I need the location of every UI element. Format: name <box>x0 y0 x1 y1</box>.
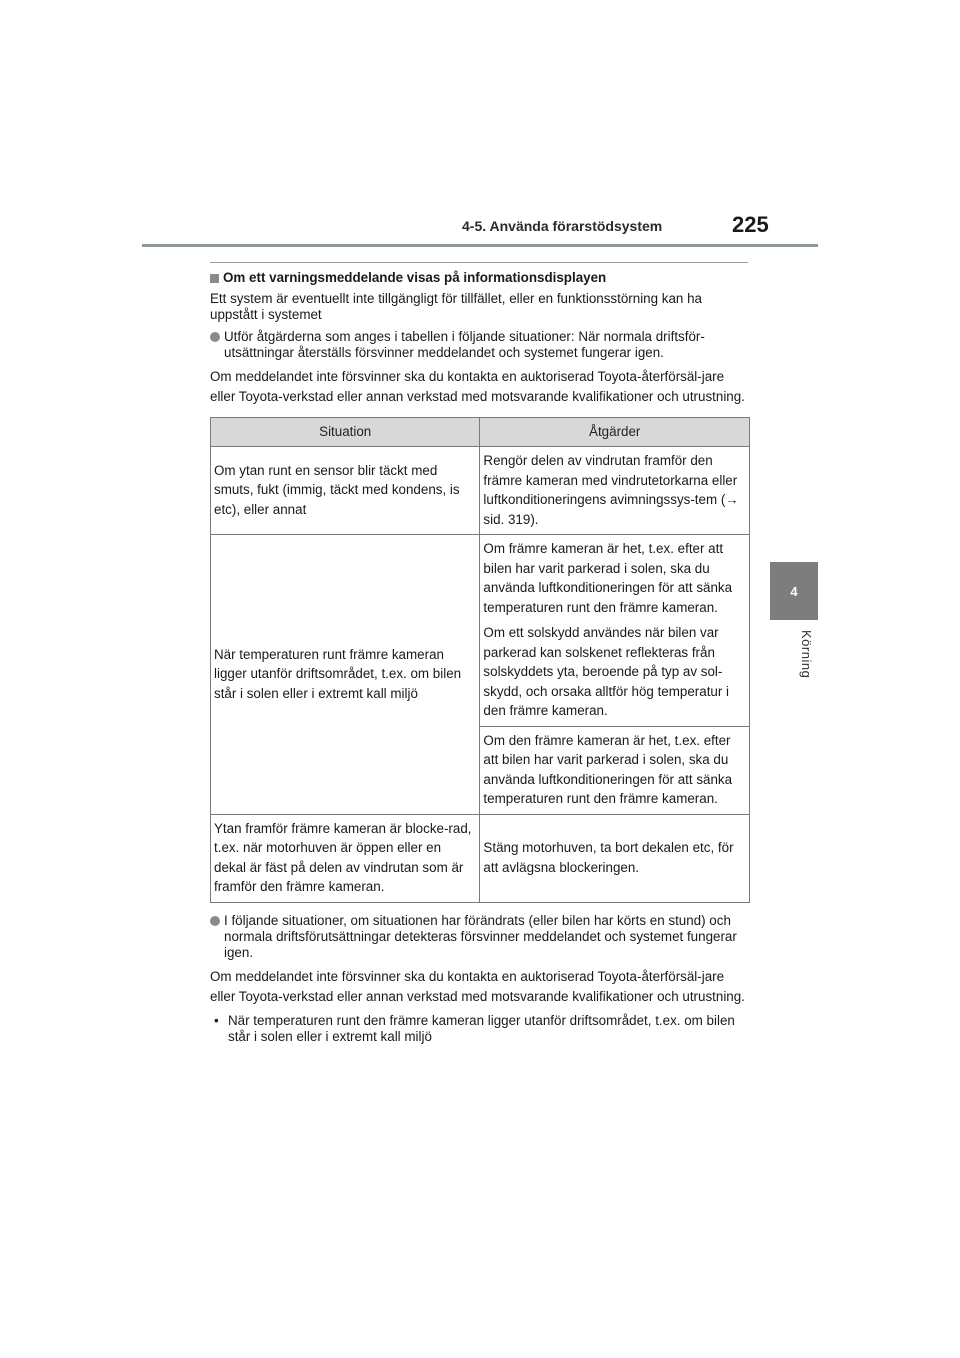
square-bullet-icon <box>210 274 219 283</box>
round-bullet-icon <box>210 916 220 926</box>
page-content <box>210 262 750 1045</box>
table-row <box>211 535 750 727</box>
table-row <box>211 814 750 902</box>
situation-cell: Om ytan runt en sensor blir täckt med smuts, fukt (immig, täckt med kondens, is etc), eller annat <box>211 447 480 535</box>
table-row <box>211 447 750 535</box>
dash-list-item <box>210 1013 750 1045</box>
header-divider <box>142 244 818 247</box>
intro-paragraph: Ett system är eventuellt inte tillgängligt för tillfället, eller en funktionsstörning kan ha uppstått i systemet <box>210 291 702 322</box>
situation-cell: När temperaturen runt främre kameran ligger utanför driftsområdet, t.ex. om bilen står i solen eller i extremt kall miljö <box>211 535 480 815</box>
action-cell: Stäng motorhuven, ta bort dekalen etc, för att avlägsna blockeringen. <box>480 814 750 902</box>
section-heading-text: Om ett varningsmeddelande visas på informationsdisplayen <box>223 270 607 285</box>
page-number: 225 <box>732 212 769 237</box>
bullet-item <box>210 329 750 361</box>
bullet-text: Utför åtgärderna som anges i tabellen i följande situationer: När normala driftsför-utsättningar återställs försvinner meddelandet och systemet fungerar igen. <box>224 329 705 360</box>
dash-item-text: När temperaturen runt den främre kameran ligger utanför driftsområdet, t.ex. om bilen står i solen eller i extremt kall miljö <box>228 1012 735 1044</box>
situation-cell: Ytan framför främre kameran är blocke-rad, t.ex. när motorhuven är öppen eller en dekal är fäst på delen av vindrutan som är framför den främre kameran. <box>211 814 480 902</box>
section-divider <box>210 262 748 263</box>
chapter-tab <box>770 562 818 620</box>
header-section-title: 4-5. Använda förarstödsystem <box>462 218 663 234</box>
action-cell: Rengör delen av vindrutan framför den främre kameran med vindrutetorkarna eller luftkonditioneringens avimningssys-tem (→ sid. 319). <box>480 447 750 535</box>
action-cell: Om den främre kameran är het, t.ex. efter att bilen har varit parkerad i solen, ska du använda luftkonditioneringen för att sänka temperaturen runt den främre kameran. <box>480 726 750 814</box>
chapter-label: Körning <box>799 630 814 679</box>
round-bullet-icon <box>210 332 220 342</box>
bullet-text: I följande situationer, om situationen har förändrats (eller bilen har körts en stund) och normala driftsförutsättningar detekteras försvinner meddelandet och systemet fungerar igen. <box>224 912 737 960</box>
contact-paragraph: Om meddelandet inte försvinner ska du kontakta en auktoriserad Toyota-återförsäl-jare eller Toyota-verkstad eller annan verkstad med motsvarande kvalifikationer och utrustning. <box>210 968 745 1004</box>
action-text: Om främre kameran är het, t.ex. efter att bilen har varit parkerad i solen, ska du använda luftkonditioneringen för att sänka temperaturen runt den främre kameran. <box>483 541 733 615</box>
chapter-number: 4 <box>790 583 798 599</box>
table-header-actions: Åtgärder <box>480 418 750 447</box>
bullet-item <box>210 913 750 961</box>
section-heading <box>210 270 750 286</box>
action-text: Om ett solskydd användes när bilen var parkerad kan solskenet reflekteras från solskyddets yta, beroende på typ av sol-skydd, och orsaka alltför hög temperatur i den främre kameran. <box>483 625 730 718</box>
contact-paragraph: Om meddelandet inte försvinner ska du kontakta en auktoriserad Toyota-återförsäl-jare eller Toyota-verkstad eller annan verkstad med motsvarande kvalifikationer och utrustning. <box>210 369 745 404</box>
warning-actions-table <box>210 417 750 903</box>
dash-bullet: • <box>214 1012 219 1028</box>
table-header-situation: Situation <box>211 418 480 447</box>
action-cell <box>480 535 750 727</box>
table-header-row <box>211 418 750 447</box>
